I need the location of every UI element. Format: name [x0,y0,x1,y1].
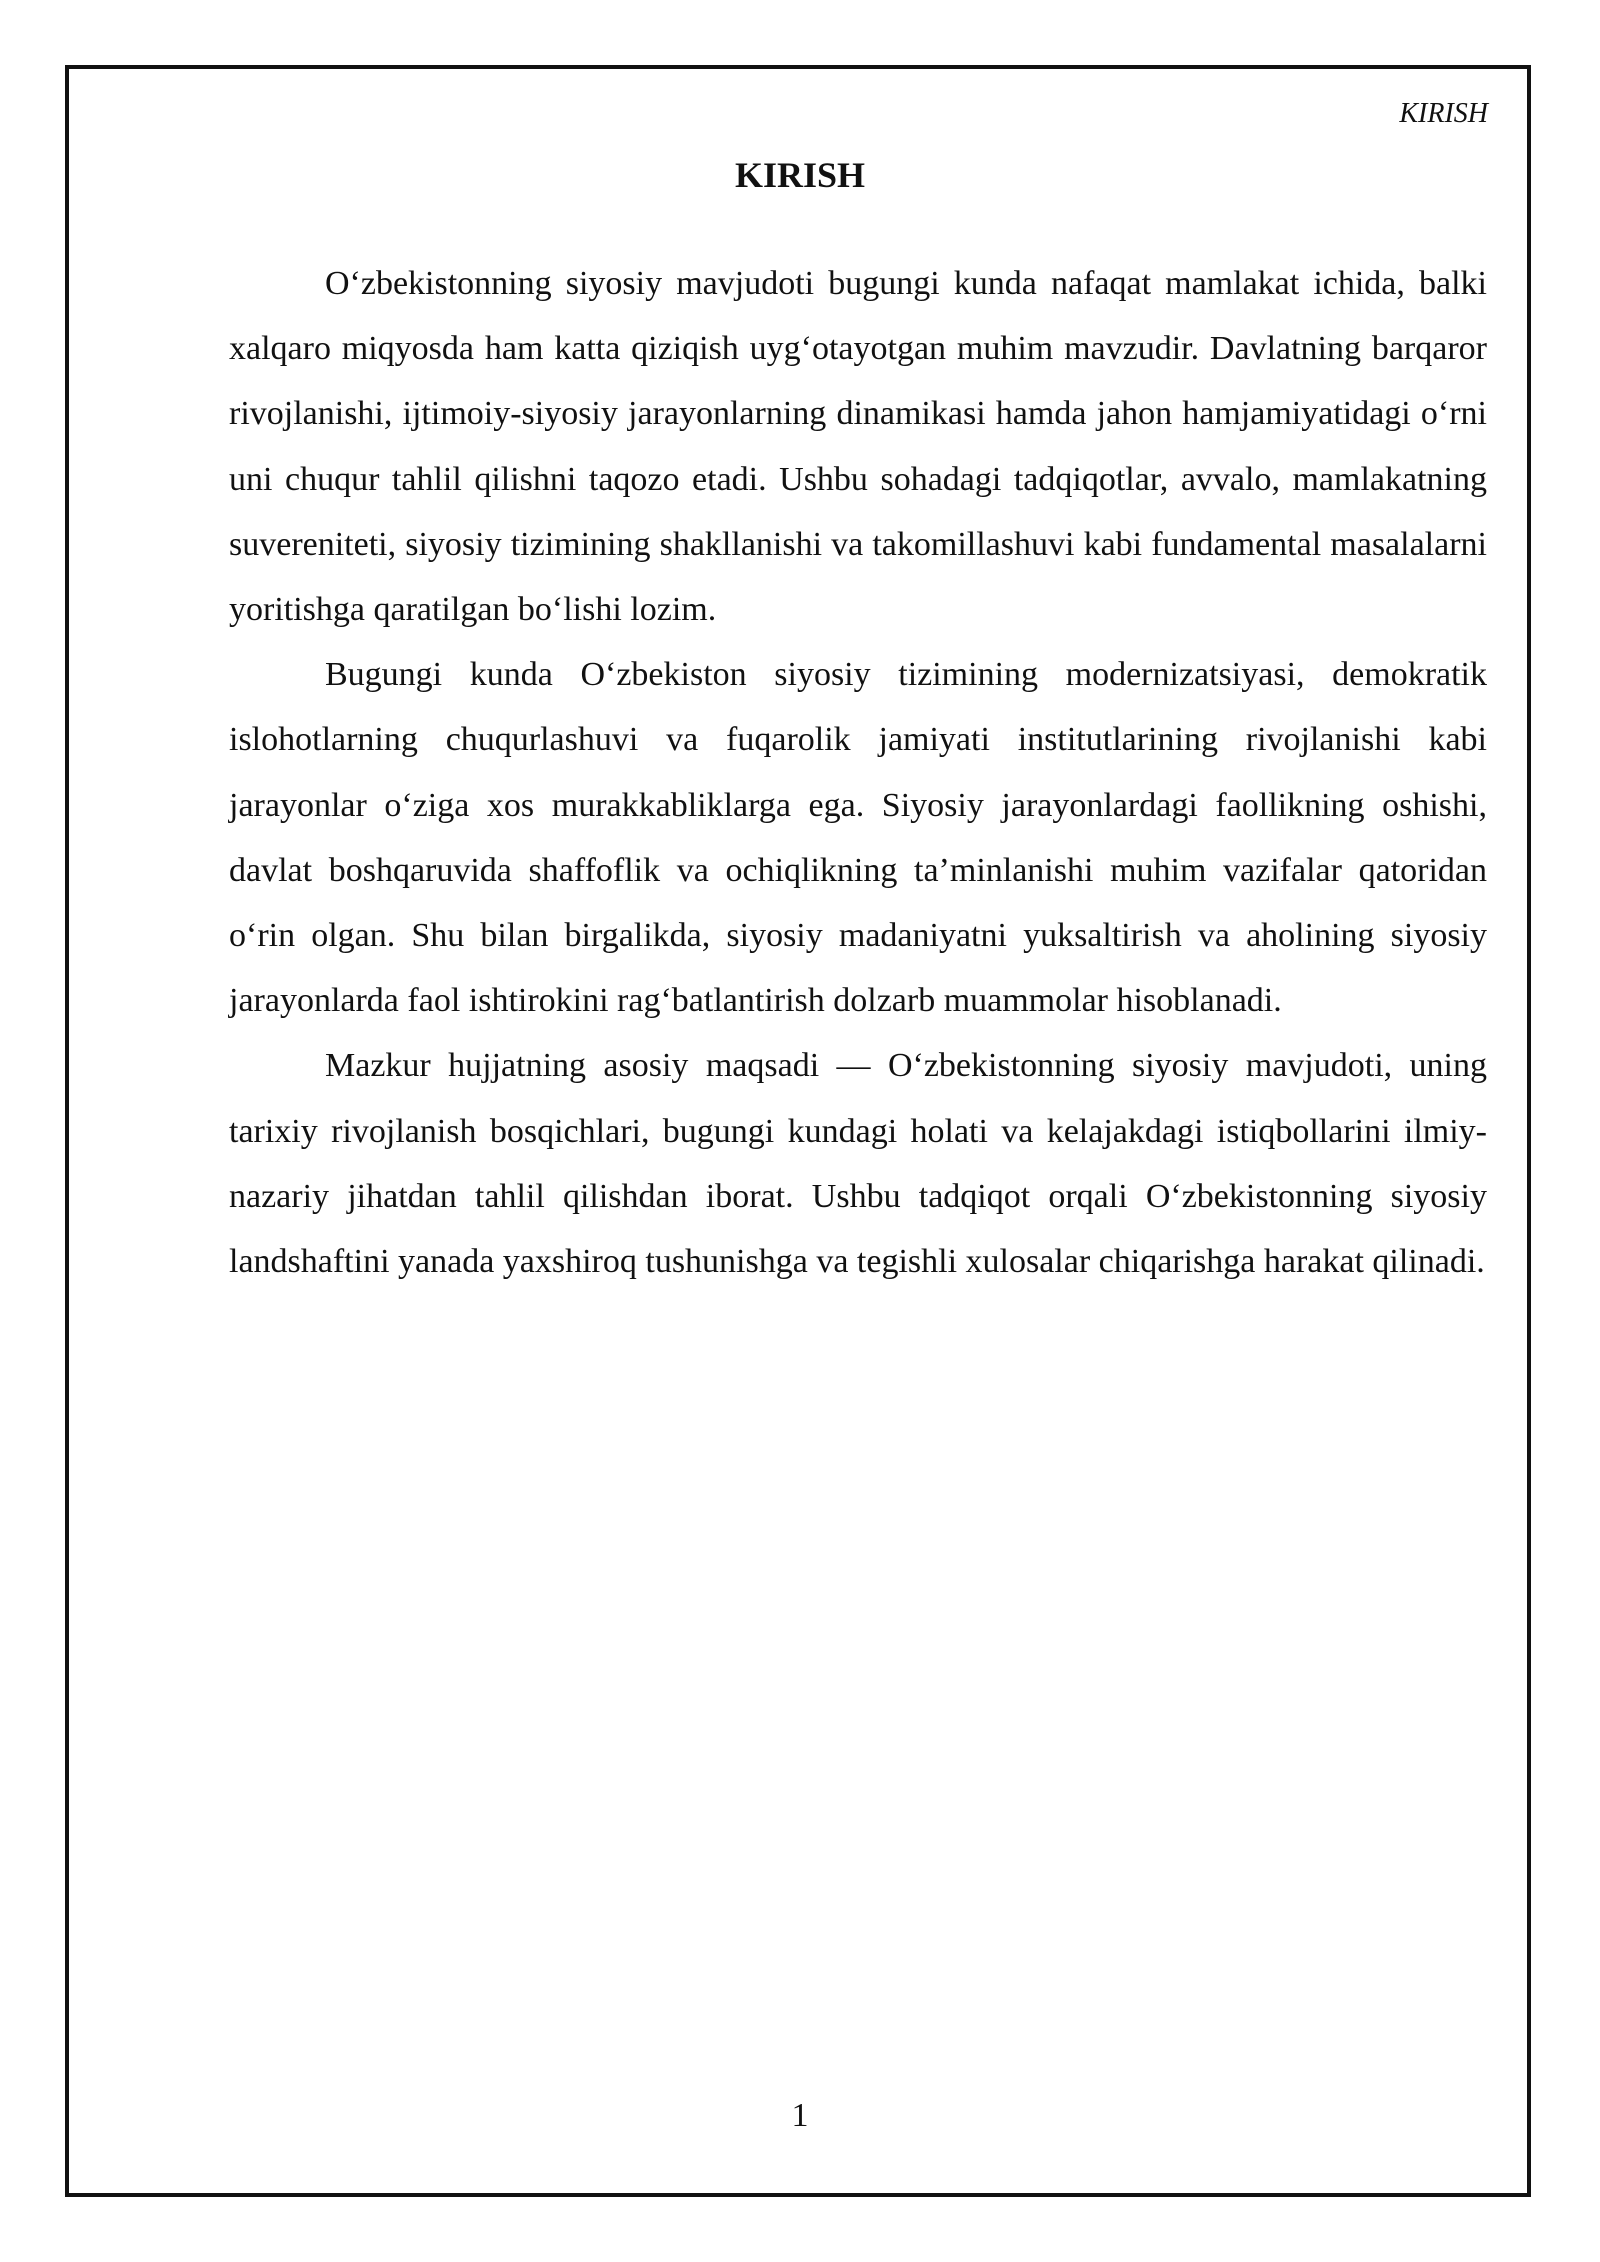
running-header: KIRISH [1399,98,1488,129]
body-text [229,251,1487,1294]
paragraph-2: Bugungi kunda O‘zbekiston siyosiy tizimining modernizatsiyasi, demokratik islohotlarning chuqurlashuvi va fuqarolik jamiyati institutlarining rivojlanishi kabi jarayonlar o‘ziga xos murakkabliklarga ega. Siyosiy jarayonlardagi faollikning oshishi, davlat boshqaruvida shaffoflik va ochiqlikning ta’minlanishi muhim vazifalar qatoridan o‘rin olgan. Shu bilan birgalikda, siyosiy madaniyatni yuksaltirish va aholining siyosiy jarayonlarda faol ishtirokini rag‘batlantirish dolzarb muammolar hisoblanadi. [229,656,1487,1020]
paragraph-3: Mazkur hujjatning asosiy maqsadi — O‘zbekistonning siyosiy mavjudoti, uning tarixiy rivojlanish bosqichlari, bugungi kundagi holati va kelajakdagi istiqbollarini ilmiy-nazariy jihatdan tahlil qilishdan iborat. Ushbu tadqiqot orqali O‘zbekistonning siyosiy landshaftini yanada yaxshiroq tushunishga va tegishli xulosalar chiqarishga harakat qilinadi. [229,1047,1487,1281]
section-title: KIRISH [734,155,866,195]
paragraph-1: O‘zbekistonning siyosiy mavjudoti bugungi kunda nafaqat mamlakat ichida, balki xalqaro miqyosda ham katta qiziqish uyg‘otayotgan muhim mavzudir. Davlatning barqaror rivojlanishi, ijtimoiy-siyosiy jarayonlarning dinamikasi hamda jahon hamjamiyatidagi o‘rni uni chuqur tahlil qilishni taqozo etadi. Ushbu sohadagi tadqiqotlar, avvalo, mamlakatning suvereniteti, siyosiy tizimining shakllanishi va takomillashuvi kabi fundamental masalalarni yoritishga qaratilgan bo‘lishi lozim. [229,265,1487,629]
page-number: 1 [791,2097,809,2134]
